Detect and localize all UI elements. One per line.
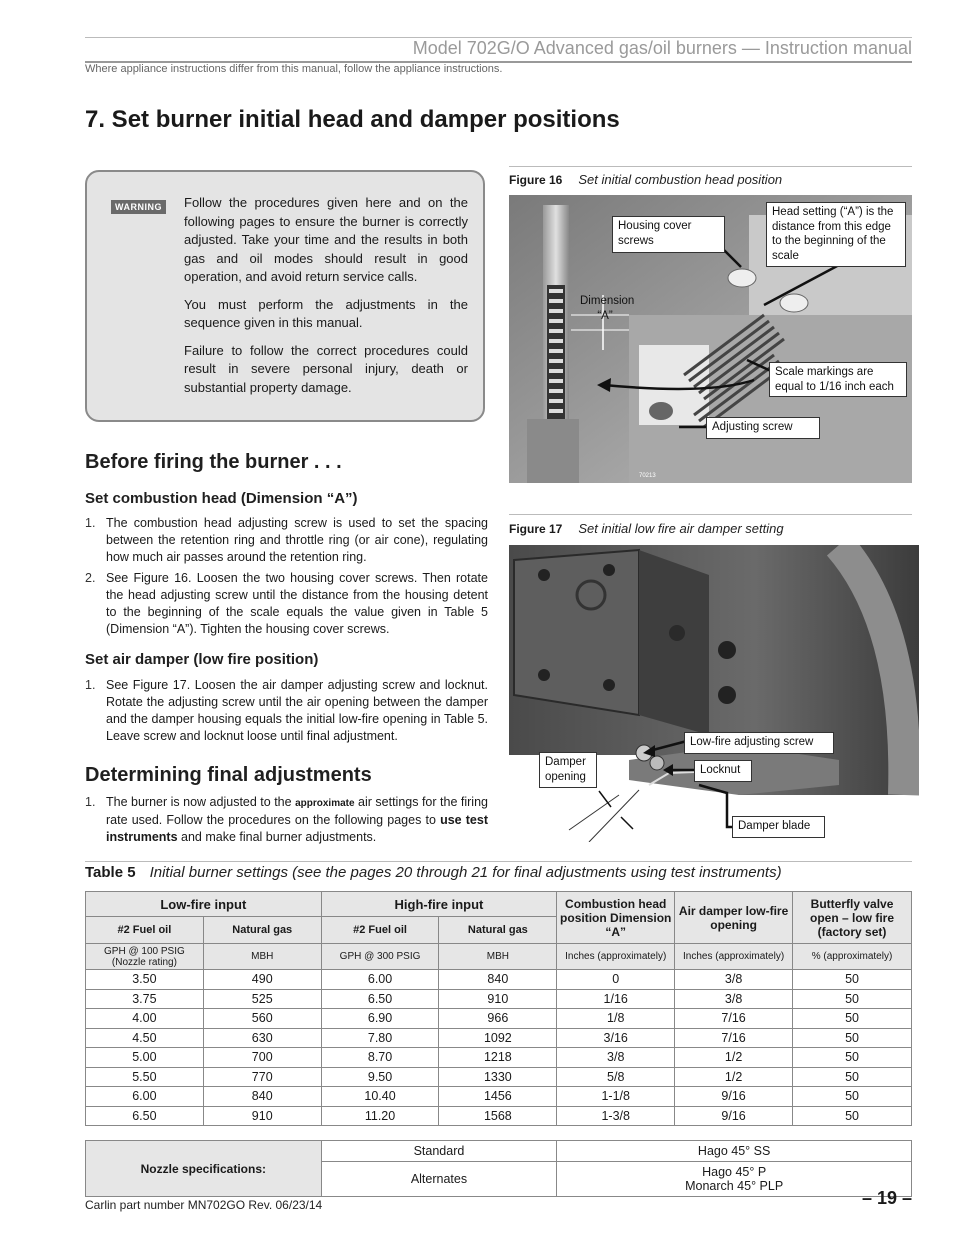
table-header-row <box>86 892 912 917</box>
table-cell: 4.00 <box>86 1009 204 1029</box>
air-damper-illustration <box>509 545 919 842</box>
table-cell: 9.50 <box>321 1067 439 1087</box>
section-title: 7. Set burner initial head and damper positions <box>85 106 620 133</box>
column-air-damper: Air damper low-fire opening <box>675 892 793 944</box>
initial-burner-settings-table <box>85 891 912 1197</box>
table-cell: 7.80 <box>321 1028 439 1048</box>
table-cell: 5.00 <box>86 1048 204 1068</box>
table-cell: 11.20 <box>321 1106 439 1126</box>
final-adjustments-steps <box>85 794 488 850</box>
table-rule <box>85 861 912 862</box>
figure-id: 70215 <box>893 831 910 837</box>
column-combustion-head: Combustion head position Dimension “A” <box>557 892 675 944</box>
air-damper-steps <box>85 677 488 749</box>
nozzle-alternates-label: Alternates <box>321 1162 557 1197</box>
callout-text: “A” <box>597 309 613 322</box>
step-emphasis: use test instruments <box>106 813 488 844</box>
figure16-caption <box>509 172 782 187</box>
table-row <box>86 1048 912 1068</box>
step-text: air settings for the firing rate used. Follow the procedures on the following pages to <box>106 795 488 827</box>
column-low-oil: #2 Fuel oil <box>86 917 204 944</box>
warning-badge: WARNING <box>111 200 166 214</box>
callout-damper-opening: Damper opening <box>539 752 597 788</box>
nozzle-spec-label: Nozzle specifications: <box>86 1141 322 1197</box>
table-cell: 10.40 <box>321 1087 439 1107</box>
warning-box <box>85 170 485 422</box>
figure16-rule <box>509 166 912 167</box>
callout-damper-blade: Damper blade <box>732 816 825 838</box>
table-cell: 1-1/8 <box>557 1087 675 1107</box>
warning-text <box>184 194 468 406</box>
figure17-rule <box>509 514 912 515</box>
figure16-photo <box>509 195 912 483</box>
table-cell: 1456 <box>439 1087 557 1107</box>
unit-cell: Inches (approximately) <box>557 944 675 970</box>
callout-scale-markings: Scale markings are equal to 1/16 inch each <box>769 362 907 397</box>
table-cell: 8.70 <box>321 1048 439 1068</box>
step-emphasis: approximate <box>295 798 355 809</box>
nozzle-alternates-value <box>557 1162 912 1197</box>
table-cell: 1/2 <box>675 1048 793 1068</box>
table-cell: 910 <box>439 989 557 1009</box>
table-cell: 1-3/8 <box>557 1106 675 1126</box>
table-cell: 50 <box>793 970 912 990</box>
step-text: See Figure 16. Loosen the two housing cover screws. Then rotate the head adjusting screw until the distance from the housing detent to the beginning of the scale equals the value given in Table 5 (Dimension “A”). Tighten the housing cover screws. <box>106 571 488 636</box>
table-cell: 840 <box>439 970 557 990</box>
part-number: Carlin part number MN702GO Rev. 06/23/14 <box>85 1198 323 1212</box>
table5-caption <box>85 864 782 881</box>
figure-id: 70213 <box>639 473 656 479</box>
callout-text: Dimension <box>580 295 635 307</box>
table-row <box>86 1106 912 1126</box>
table-cell: 630 <box>203 1028 321 1048</box>
table-cell: 3.50 <box>86 970 204 990</box>
warning-paragraph: You must perform the adjustments in the sequence given in this manual. <box>184 296 468 330</box>
table-row <box>86 1067 912 1087</box>
table-cell: 840 <box>203 1087 321 1107</box>
table-cell: 3.75 <box>86 989 204 1009</box>
step-number: 1. <box>85 516 96 530</box>
table-cell: 490 <box>203 970 321 990</box>
table-cell: 50 <box>793 1048 912 1068</box>
table-cell: 6.50 <box>321 989 439 1009</box>
unit-cell: Inches (approximately) <box>675 944 793 970</box>
table-cell: 910 <box>203 1106 321 1126</box>
table-cell: 5.50 <box>86 1067 204 1087</box>
unit-cell: % (approximately) <box>793 944 912 970</box>
table-cell: 3/8 <box>675 970 793 990</box>
warning-paragraph: Failure to follow the correct procedures could result in severe personal injury, death or substantial property damage. <box>184 342 468 395</box>
nozzle-standard-label: Standard <box>321 1141 557 1162</box>
table-cell: 1568 <box>439 1106 557 1126</box>
table-cell: 50 <box>793 1067 912 1087</box>
table-cell: 50 <box>793 1087 912 1107</box>
warning-paragraph: Follow the procedures given here and on the following pages to ensure the burner is correctly adjusted. Take your time and the results in both gas and oil modes should result in good operation, and avoid return service calls. <box>184 195 468 284</box>
table-cell: 6.90 <box>321 1009 439 1029</box>
alternate-nozzle: Monarch 45° PLP <box>685 1179 784 1193</box>
table-row <box>86 989 912 1009</box>
figure17-photo <box>509 545 919 842</box>
table-cell: 5/8 <box>557 1067 675 1087</box>
callout-housing-cover-screws: Housing cover screws <box>612 216 725 253</box>
unit-cell: GPH @ 300 PSIG <box>321 944 439 970</box>
callout-dimension-a <box>575 292 635 324</box>
figure-caption-text: Set initial combustion head position <box>578 172 783 187</box>
list-item <box>85 570 488 638</box>
list-item <box>85 794 488 846</box>
table-cell: 1330 <box>439 1067 557 1087</box>
table-cell: 50 <box>793 1028 912 1048</box>
table-units-row <box>86 944 912 970</box>
final-adjustments-heading: Determining final adjustments <box>85 764 372 786</box>
step-text: See Figure 17. Loosen the air damper adjusting screw and locknut. Rotate the adjusting screw until the air opening between the damper and the damper housing equals the initial low-fire opening in Table 5. Leave screw and locknut loose until final adjustment. <box>106 678 488 743</box>
column-butterfly-valve: Butterfly valve open – low fire (factory set) <box>793 892 912 944</box>
alternate-nozzle: Hago 45° P <box>702 1165 767 1179</box>
table-cell: 525 <box>203 989 321 1009</box>
table-row <box>86 1009 912 1029</box>
before-firing-heading: Before firing the burner . . . <box>85 451 342 473</box>
figure-label: Figure 16 <box>509 173 563 187</box>
table-cell: 50 <box>793 1009 912 1029</box>
step-number: 2. <box>85 571 96 585</box>
nozzle-standard-value: Hago 45° SS <box>557 1141 912 1162</box>
table-cell: 50 <box>793 1106 912 1126</box>
combustion-head-steps <box>85 515 488 642</box>
table-label: Table 5 <box>85 864 136 881</box>
table-cell: 3/8 <box>675 989 793 1009</box>
table-cell: 3/8 <box>557 1048 675 1068</box>
table-cell: 7/16 <box>675 1009 793 1029</box>
table-cell: 560 <box>203 1009 321 1029</box>
step-number: 1. <box>85 678 96 692</box>
table-cell: 7/16 <box>675 1028 793 1048</box>
table-cell: 1/16 <box>557 989 675 1009</box>
figure17-caption <box>509 521 784 536</box>
column-group-low-fire: Low-fire input <box>86 892 322 917</box>
table-row <box>86 970 912 990</box>
list-item <box>85 677 488 745</box>
callout-adjusting-screw: Adjusting screw <box>706 417 820 439</box>
table-cell: 50 <box>793 989 912 1009</box>
air-damper-heading: Set air damper (low fire position) <box>85 651 319 668</box>
table-cell: 1/8 <box>557 1009 675 1029</box>
table-caption-text: Initial burner settings (see the pages 20 through 21 for final adjustments using test instruments) <box>149 864 782 881</box>
table-row <box>86 1087 912 1107</box>
table-cell: 1218 <box>439 1048 557 1068</box>
column-high-gas: Natural gas <box>439 917 557 944</box>
table-cell: 1/2 <box>675 1067 793 1087</box>
manual-title: Model 702G/O Advanced gas/oil burners — Instruction manual <box>412 38 912 58</box>
table-cell: 1092 <box>439 1028 557 1048</box>
table-cell: 966 <box>439 1009 557 1029</box>
table-cell: 9/16 <box>675 1106 793 1126</box>
appliance-note: Where appliance instructions differ from this manual, follow the appliance instructions. <box>85 63 503 75</box>
column-group-high-fire: High-fire input <box>321 892 557 917</box>
callout-head-setting: Head setting (“A”) is the distance from this edge to the beginning of the scale <box>766 202 906 267</box>
nozzle-standard-row <box>86 1141 912 1162</box>
table-row <box>86 1028 912 1048</box>
table-cell: 700 <box>203 1048 321 1068</box>
unit-cell: MBH <box>203 944 321 970</box>
page-number: – 19 – <box>861 1188 912 1208</box>
step-text: The combustion head adjusting screw is used to set the spacing between the retention ring and throttle ring (or air cone), regulating how much air passes around the retention ring. <box>106 516 488 564</box>
table-cell: 9/16 <box>675 1087 793 1107</box>
unit-cell: GPH @ 100 PSIG (Nozzle rating) <box>86 944 204 970</box>
step-number: 1. <box>85 795 96 809</box>
table-cell: 3/16 <box>557 1028 675 1048</box>
column-low-gas: Natural gas <box>203 917 321 944</box>
table-cell: 4.50 <box>86 1028 204 1048</box>
list-item <box>85 515 488 566</box>
figure-label: Figure 17 <box>509 522 563 536</box>
table-cell: 6.00 <box>321 970 439 990</box>
table-cell: 6.00 <box>86 1087 204 1107</box>
combustion-head-heading: Set combustion head (Dimension “A”) <box>85 490 358 507</box>
table-cell: 6.50 <box>86 1106 204 1126</box>
table-cell: 770 <box>203 1067 321 1087</box>
step-text: The burner is now adjusted to the <box>106 795 296 809</box>
step-text: and make final burner adjustments. <box>177 830 377 844</box>
callout-locknut: Locknut <box>694 760 752 782</box>
callout-lowfire-adjusting-screw: Low-fire adjusting screw <box>684 732 834 754</box>
figure-caption-text: Set initial low fire air damper setting <box>578 521 784 536</box>
column-high-oil: #2 Fuel oil <box>321 917 439 944</box>
table-spacer-row <box>86 1126 912 1141</box>
table-cell: 0 <box>557 970 675 990</box>
spacer-cell <box>86 1126 912 1141</box>
unit-cell: MBH <box>439 944 557 970</box>
